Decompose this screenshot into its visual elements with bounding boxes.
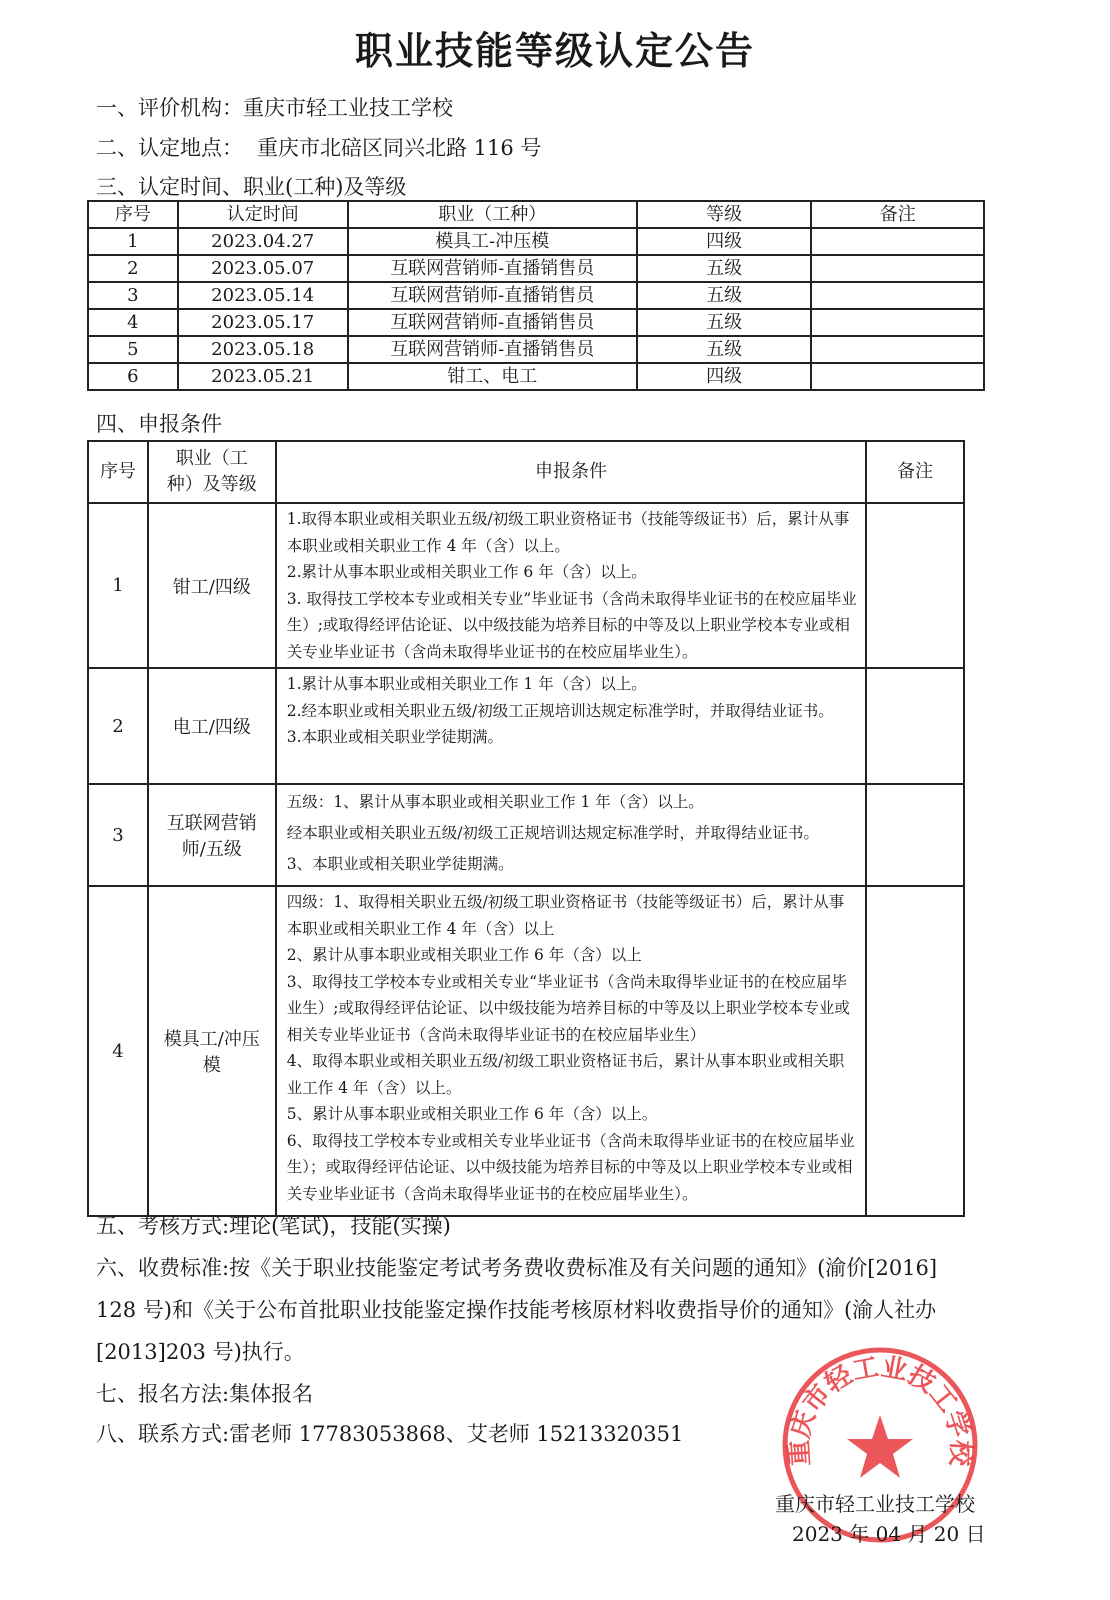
row-remark (866, 784, 964, 886)
table-cell: 四级 (637, 363, 812, 390)
table-row (88, 336, 984, 363)
conditions-header-cell: 序号 (88, 441, 148, 503)
table-row (88, 282, 984, 309)
conditions-header-cell: 职业（工种）及等级 (148, 441, 276, 503)
schedule-header-cell: 备注 (811, 201, 984, 228)
page-title: 职业技能等级认定公告 (354, 28, 755, 73)
condition-line: 五级：1、累计从事本职业或相关职业工作 1 年（含）以上。 (286, 793, 704, 811)
row-conditions (276, 784, 867, 886)
row-conditions (276, 668, 867, 784)
table-cell (811, 336, 984, 363)
table-row (88, 668, 964, 784)
condition-line: 经本职业或相关职业五级/初级工正规培训达规定标准学时，并取得结业证书。 (286, 824, 819, 842)
condition-line: 2.累计从事本职业或相关职业工作 6 年（含）以上。 (286, 563, 647, 581)
condition-line: 6、取得技工学校本专业或相关专业毕业证书（含尚未取得毕业证书的在校应届毕业生）；或取得经评估论证、以中级技能为培养目标的中等及以上职业学校本专业或相关专业毕业证书（含尚未取得毕业证书的在校应届毕业生）。 (286, 1131, 855, 1203)
row-number: 1 (88, 503, 148, 668)
row-conditions (276, 886, 867, 1216)
table-cell: 五级 (637, 255, 812, 282)
table-cell: 五级 (637, 309, 812, 336)
row-job: 电工/四级 (148, 668, 276, 784)
table-cell: 2023.05.14 (178, 282, 348, 309)
table-cell: 3 (88, 282, 178, 309)
star-icon (847, 1415, 913, 1478)
table-row (88, 228, 984, 255)
table-row (88, 503, 964, 668)
section-location (96, 132, 541, 162)
section-conditions-heading: 四、申报条件 (96, 412, 222, 436)
row-job: 钳工/四级 (148, 503, 276, 668)
table-row (88, 784, 964, 886)
evaluator-value: 重庆市轻工业技工学校 (243, 96, 453, 120)
conditions-table (87, 440, 965, 1217)
schedule-header-cell: 等级 (637, 201, 812, 228)
location-label: 二、认定地点： (96, 136, 243, 160)
table-row (88, 363, 984, 390)
table-cell: 五级 (637, 282, 812, 309)
conditions-header-row (88, 441, 964, 503)
signature-org: 重庆市轻工业技工学校 (775, 1492, 975, 1516)
row-job: 互联网营销师/五级 (148, 784, 276, 886)
table-cell: 6 (88, 363, 178, 390)
section-fee-line2: 128 号)和《关于公布首批职业技能鉴定操作技能考核原材料收费指导价的通知》(渝人社办 (96, 1298, 937, 1322)
section-assessment: 五、考核方式:理论(笔试)，技能(实操) (96, 1214, 451, 1238)
row-remark (866, 668, 964, 784)
schedule-header-cell: 认定时间 (178, 201, 348, 228)
condition-line: 4、取得本职业或相关职业五级/初级工职业资格证书后，累计从事本职业或相关职业工作 4 年（含）以上。 (286, 1052, 845, 1097)
section-evaluator (96, 92, 453, 122)
seal-text: 重庆市轻工业技工学校 (784, 1352, 976, 1467)
table-cell (811, 228, 984, 255)
section-fee-line1: 六、收费标准:按《关于职业技能鉴定考试考务费收费标准及有关问题的通知》(渝价[2016] (96, 1256, 938, 1280)
table-cell: 2023.05.17 (178, 309, 348, 336)
condition-line: 3.本职业或相关职业学徒期满。 (286, 728, 503, 746)
condition-line: 2.经本职业或相关职业五级/初级工正规培训达规定标准学时，并取得结业证书。 (286, 701, 834, 720)
table-cell: 互联网营销师-直播销售员 (348, 309, 637, 336)
section-fee-line3: [2013]203 号)执行。 (96, 1340, 305, 1364)
table-cell: 4 (88, 309, 178, 336)
condition-line: 2、累计从事本职业或相关职业工作 6 年（含）以上 (286, 946, 642, 964)
schedule-header-cell: 序号 (88, 201, 178, 228)
conditions-header-cell: 备注 (866, 441, 964, 503)
condition-line: 3、本职业或相关职业学徒期满。 (286, 855, 514, 873)
location-value: 重庆市北碚区同兴北路 116 号 (257, 136, 542, 160)
evaluator-label: 一、评价机构： (96, 96, 243, 120)
row-number: 4 (88, 886, 148, 1216)
condition-line: 四级：1、取得相关职业五级/初级工职业资格证书（技能等级证书）后，累计从事本职业或相关职业工作 4 年（含）以上 (286, 893, 845, 938)
schedule-table (87, 200, 985, 391)
row-conditions (276, 503, 867, 668)
table-cell (811, 363, 984, 390)
condition-line: 1.取得本职业或相关职业五级/初级工职业资格证书（技能等级证书）后，累计从事本职业或相关职业工作 4 年（含）以上。 (286, 510, 850, 555)
table-cell (811, 309, 984, 336)
section-contact: 八、联系方式:雷老师 17783053868、艾老师 15213320351 (96, 1422, 684, 1446)
schedule-header-row (88, 201, 984, 228)
table-cell: 模具工-冲压模 (348, 228, 637, 255)
row-number: 2 (88, 668, 148, 784)
table-cell: 四级 (637, 228, 812, 255)
table-cell: 2023.05.07 (178, 255, 348, 282)
condition-line: 3. 取得技工学校本专业或相关专业”毕业证书（含尚未取得毕业证书的在校应届毕业生）;或取得经评估论证、以中级技能为培养目标的中等及以上职业学校本专业或相关专业毕业证书（含尚未取得毕业证书的在校应届毕业生）。 (286, 589, 857, 661)
table-row (88, 255, 984, 282)
table-cell (811, 255, 984, 282)
table-row (88, 886, 964, 1216)
table-cell: 2023.04.27 (178, 228, 348, 255)
row-number: 3 (88, 784, 148, 886)
table-cell: 互联网营销师-直播销售员 (348, 255, 637, 282)
table-cell: 五级 (637, 336, 812, 363)
table-cell: 2 (88, 255, 178, 282)
table-cell: 互联网营销师-直播销售员 (348, 282, 637, 309)
condition-line: 3、取得技工学校本专业或相关专业“毕业证书（含尚未取得毕业证书的在校应届毕业生）;或取得经评估论证、以中级技能为培养目标的中等及以上职业学校本专业或相关专业毕业证书（含尚未取得毕业证书的在校应届毕业生） (286, 972, 850, 1044)
table-cell: 5 (88, 336, 178, 363)
row-job: 模具工/冲压模 (148, 886, 276, 1216)
table-cell: 2023.05.21 (178, 363, 348, 390)
table-cell (811, 282, 984, 309)
conditions-header-cell: 申报条件 (276, 441, 867, 503)
table-cell: 2023.05.18 (178, 336, 348, 363)
row-remark (866, 503, 964, 668)
condition-line: 5、累计从事本职业或相关职业工作 6 年（含）以上。 (286, 1105, 658, 1123)
section-registration: 七、报名方法:集体报名 (96, 1382, 314, 1406)
row-remark (866, 886, 964, 1216)
condition-line: 1.累计从事本职业或相关职业工作 1 年（含）以上。 (286, 675, 647, 693)
table-cell: 钳工、电工 (348, 363, 637, 390)
table-cell: 1 (88, 228, 178, 255)
table-cell: 互联网营销师-直播销售员 (348, 336, 637, 363)
section-schedule-heading: 三、认定时间、职业(工种)及等级 (96, 175, 407, 199)
signature-date: 2023 年 04 月 20 日 (792, 1522, 986, 1546)
table-row (88, 309, 984, 336)
schedule-header-cell: 职业（工种） (348, 201, 637, 228)
